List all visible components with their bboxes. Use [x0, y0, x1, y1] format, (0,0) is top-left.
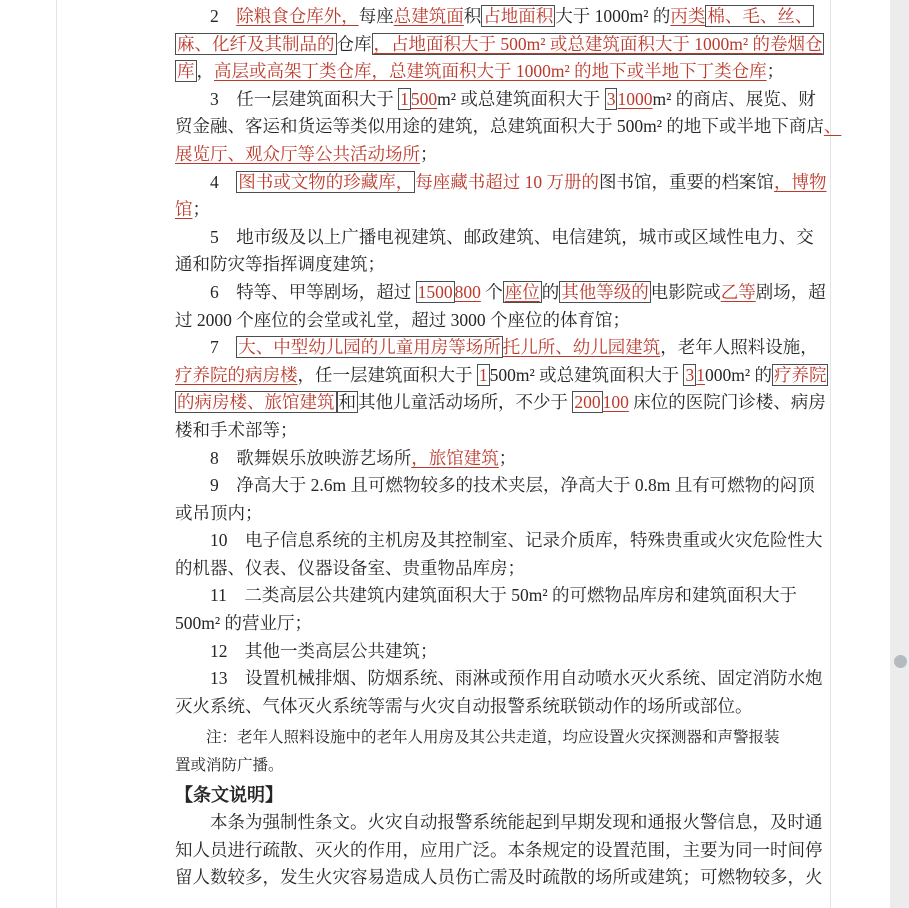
text-segment-p: 灭火系统、气体灭火系统等需与火灾自动报警系统联锁动作的场所或部位。 — [175, 695, 753, 716]
text-line — [175, 389, 826, 417]
text-segment-p: ； — [498, 447, 517, 468]
text-segment-i: 馆 — [175, 199, 193, 220]
text-line — [175, 527, 823, 555]
text-segment-p: 通和防灾等指挥调度建筑； — [175, 254, 385, 275]
regulation-item-13 — [175, 665, 823, 720]
text-segment-p: ； — [192, 199, 210, 220]
text-segment-p: 剧场，超 — [755, 281, 826, 302]
text-segment-ib: ，占地面积大于 500m² 或总建筑面积大于 1000m² 的卷烟仓 — [373, 33, 823, 54]
regulation-item-4 — [175, 169, 827, 224]
text-line — [175, 500, 750, 528]
text-segment-p: 其他儿童活动场所，不少于 — [358, 392, 573, 413]
text-segment-d: 其他等级的 — [561, 281, 649, 302]
regulation-item-10 — [175, 527, 823, 582]
text-segment-i: 除粮食仓库外， — [236, 6, 359, 26]
text-segment-i: 1000 — [617, 88, 653, 109]
text-line — [175, 809, 823, 837]
text-segment-d: 1 — [400, 88, 409, 109]
text-segment-i: 100 — [602, 392, 629, 413]
text-segment-p: 个 — [480, 281, 503, 302]
text-segment-p: ，老年人照料设施， — [660, 337, 818, 358]
text-segment-p: 过 2000 个座位的会堂或礼堂，超过 3000 个座位的体育馆； — [175, 309, 630, 330]
text-segment-i: 1 — [696, 364, 705, 385]
text-segment-p: 知人员进行疏散、灭火的作用，应用广泛。本条规定的设置范围，主要为同一时间停 — [175, 839, 823, 860]
text-segment-d: 疗养院 — [773, 364, 827, 385]
text-segment-p: 500m² 的营业厅； — [175, 613, 312, 634]
text-segment-p: 置或消防广播。 — [175, 757, 284, 775]
text-segment-i: 疗养院的病房楼 — [175, 364, 298, 385]
regulation-item-8 — [175, 445, 750, 473]
text-line — [175, 837, 823, 865]
text-segment-p: 7 — [175, 337, 237, 358]
text-line — [175, 31, 823, 59]
text-segment-p: 10 电子信息系统的主机房及其控制室、记录介质库，特殊贵重或火灾危险性大 — [175, 530, 823, 551]
text-segment-d: 图书或文物的珍藏库， — [238, 171, 414, 192]
text-segment-i: 高层或高架丁类仓库，总建筑面积大于 1000m² 的地下或半地下丁类仓库 — [214, 61, 767, 82]
text-segment-ib: 座位 — [504, 281, 540, 302]
text-segment-p: 仓库 — [336, 33, 372, 54]
text-segment-p: m² 或总建筑面积大于 — [437, 88, 605, 109]
text-segment-p: m² 的商店、展览、财 — [652, 88, 816, 109]
text-segment-i: ，旅馆建筑 — [411, 447, 499, 468]
text-line — [175, 582, 797, 610]
text-segment-d: 占地面积 — [483, 6, 554, 26]
document-page-content — [175, 3, 842, 892]
text-segment-i: 、 — [823, 116, 842, 137]
regulation-item-2 — [175, 3, 823, 86]
text-segment-p: 2 — [175, 6, 237, 26]
text-line — [175, 334, 818, 362]
text-segment-p: 注：老年人照料设施中的老年人用房及其公共走道，均应设置火灾探测器和声警报装 — [175, 729, 780, 747]
regulation-item-7 — [175, 334, 827, 444]
regulation-item-11 — [175, 582, 797, 637]
text-segment-p: 4 — [175, 171, 237, 192]
text-segment-p: 3 任一层建筑面积大于 — [175, 88, 399, 109]
scrollbar-thumb-dot[interactable] — [894, 655, 907, 668]
text-line — [175, 472, 815, 500]
text-segment-i: 总建筑面 — [393, 6, 464, 26]
text-segment-i: 800 — [454, 281, 481, 302]
regulation-item-3 — [175, 86, 842, 169]
clause-explanation-paragraph — [175, 809, 823, 892]
text-line — [175, 169, 827, 197]
text-segment-i: 展览厅、观众厅等公共活动场所 — [175, 143, 420, 164]
text-segment-p: 13 设置机械排烟、防烟系统、雨淋或预作用自动喷水灭火系统、固定消防水炮 — [175, 668, 823, 689]
text-segment-p: 6 特等、甲等剧场，超过 — [175, 281, 416, 302]
text-line — [175, 864, 823, 892]
text-segment-p: 8 歌舞娱乐放映游艺场所 — [175, 447, 412, 468]
text-segment-d: 麻、化纤及其制品的 — [177, 33, 335, 54]
text-segment-p: 床位的医院门诊楼、病房 — [628, 392, 826, 413]
text-segment-i: 乙等 — [720, 281, 756, 302]
text-segment-d: 3 — [606, 88, 616, 109]
text-line — [175, 362, 827, 390]
text-line — [175, 782, 750, 810]
regulation-item-9 — [175, 472, 815, 527]
text-segment-d: 大、中型幼儿园的儿童用房等场所 — [238, 337, 501, 358]
text-segment-p: 5 地市级及以上广播电视建筑、邮政建筑、电信建筑，城市或区域性电力、交 — [175, 226, 814, 247]
regulation-note — [175, 724, 780, 779]
page-left-edge — [56, 0, 57, 908]
text-segment-d: 1500 — [417, 281, 453, 302]
text-segment-p: ， — [196, 61, 214, 82]
text-segment-p: 本条为强制性条文。火灾自动报警系统能起到早期发现和通报火警信息，及时通 — [175, 812, 823, 833]
text-segment-p: 500m² 或总建筑面积大于 — [489, 364, 684, 385]
text-line — [175, 224, 814, 252]
text-segment-p: ； — [766, 61, 785, 82]
text-segment-p: 12 其他一类高层公共建筑； — [175, 640, 438, 661]
text-segment-d: 的病房楼、旅馆建筑 — [177, 392, 335, 413]
text-segment-d: 库 — [177, 61, 195, 82]
text-segment-i: ，博物 — [774, 171, 827, 192]
text-segment-i: 丙类 — [670, 6, 706, 26]
text-line — [175, 86, 816, 114]
text-line — [175, 113, 842, 141]
text-segment-p: 或吊顶内； — [175, 502, 263, 523]
viewer-right-gutter — [890, 0, 909, 908]
regulation-item-12 — [175, 638, 750, 666]
text-line — [175, 724, 780, 752]
text-segment-p: ，任一层建筑面积大于 — [297, 364, 477, 385]
text-segment-p: 留人数较多，发生火灾容易造成人员伤亡需及时疏散的场所或建筑；可燃物较多，火 — [175, 867, 823, 888]
regulation-item-6 — [175, 279, 826, 334]
text-segment-p: 大于 1000m² 的 — [555, 6, 671, 26]
text-line — [175, 693, 753, 721]
clause-explanation-heading — [175, 782, 750, 810]
text-line — [175, 196, 750, 224]
text-line — [175, 58, 785, 86]
text-line — [175, 251, 750, 279]
text-segment-p: 9 净高大于 2.6m 且可燃物较多的技术夹层，净高大于 0.8m 且有可燃物的闷顶 — [175, 475, 815, 496]
text-line — [175, 638, 750, 666]
text-segment-p: 【条文说明】 — [175, 784, 283, 805]
text-segment-d: 3 — [685, 364, 695, 385]
text-line — [175, 417, 750, 445]
text-segment-p: 楼和手术部等； — [175, 419, 298, 440]
text-segment-d: 棉、毛、丝、 — [707, 6, 813, 26]
text-line — [175, 3, 813, 31]
text-segment-p: 11 二类高层公共建筑内建筑面积大于 50m² 的可燃物品库房和建筑面积大于 — [175, 585, 797, 606]
text-segment-p: 的机器、仪表、仪器设备室、贵重物品库房； — [175, 557, 525, 578]
text-segment-p: 000m² 的 — [704, 364, 772, 385]
text-line — [175, 445, 750, 473]
text-segment-p: 积 — [463, 6, 482, 26]
text-segment-i: 托儿所、幼儿园建筑 — [502, 337, 661, 358]
text-line — [175, 665, 823, 693]
text-line — [175, 610, 750, 638]
text-segment-p: 电影院或 — [650, 281, 721, 302]
text-segment-d: 200 — [574, 392, 601, 413]
text-segment-p: 的 — [541, 281, 560, 302]
regulation-item-5 — [175, 224, 814, 279]
text-segment-r: 每座藏书超过 10 万册的 — [415, 171, 599, 192]
text-segment-p: 贸金融、客运和货运等类似用途的建筑，总建筑面积大于 500m² 的地下或半地下商店 — [175, 116, 824, 137]
text-segment-i: 500 — [410, 88, 438, 109]
text-line — [175, 555, 750, 583]
text-line — [175, 279, 826, 307]
text-segment-p: 每座 — [358, 6, 394, 26]
text-segment-p: ； — [420, 143, 438, 164]
text-line — [175, 141, 750, 169]
text-line — [175, 752, 750, 780]
text-segment-db: 和 — [338, 392, 356, 413]
text-line — [175, 307, 750, 335]
text-segment-p: 图书馆，重要的档案馆 — [599, 171, 774, 192]
text-segment-d: 1 — [478, 364, 488, 385]
